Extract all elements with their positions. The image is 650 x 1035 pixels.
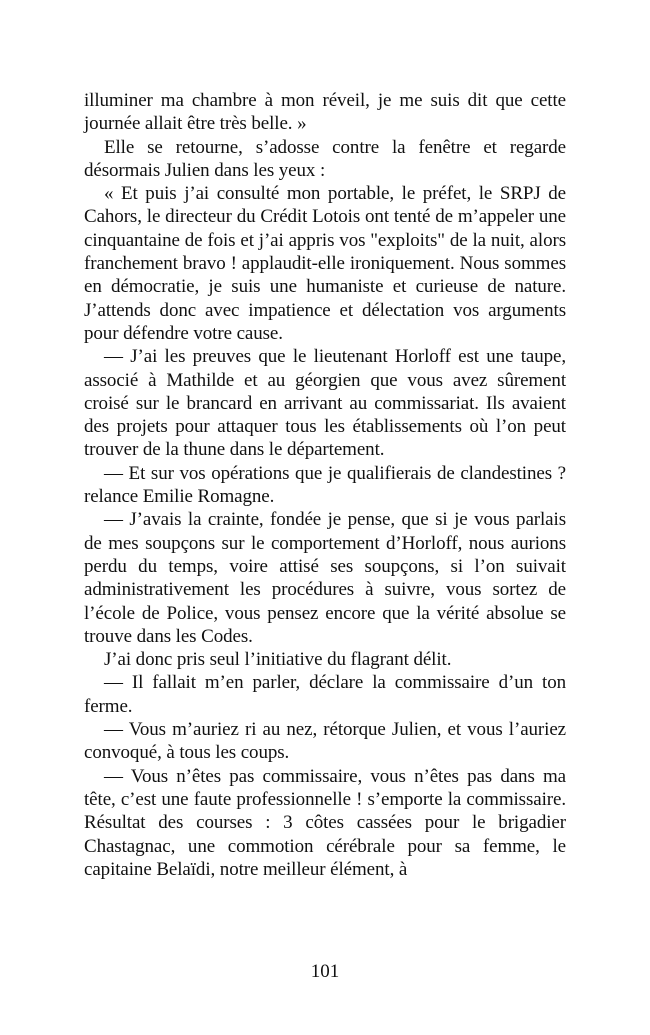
page-number: 101 xyxy=(310,961,340,982)
paragraph: — J’ai les preuves que le lieutenant Horloff est une taupe, associé à Mathilde et au géorgien que vous avez sûrement croisé sur le brancard en arrivant au commissariat. Ils avaient des projets pour attaquer tous les établissements où l’on peut trouver de la thune dans le département. xyxy=(84,346,566,461)
paragraph: — Vous m’auriez ri au nez, rétorque Julien, et vous l’auriez convoqué, à tous les coups. xyxy=(84,719,566,764)
paragraph: — Il fallait m’en parler, déclare la commissaire d’un ton ferme. xyxy=(84,672,566,717)
page-body xyxy=(84,89,566,881)
paragraph: — Vous n’êtes pas commissaire, vous n’êtes pas dans ma tête, c’est une faute professionnelle ! s’emporte la commissaire. Résultat des courses : 3 côtes cassées pour le brigadier Chastagnac, une commotion cérébrale pour sa femme, le capitaine Belaïdi, notre meilleur élément, à xyxy=(84,765,566,880)
paragraph: J’ai donc pris seul l’initiative du flagrant délit. xyxy=(104,649,452,671)
paragraph: — Et sur vos opérations que je qualifierais de clandestines ? relance Emilie Romagne. xyxy=(84,462,566,508)
paragraph: illuminer ma chambre à mon réveil, je me suis dit que cette journée allait être très belle. » xyxy=(84,90,566,135)
paragraph: « Et puis j’ai consulté mon portable, le préfet, le SRPJ de Cahors, le directeur du Crédit Lotois ont tenté de m’appeler une cinquantaine de fois et j’ai appris vos "exploits" de la nuit, alors franchement bravo ! applaudit-elle ironiquement. Nous sommes en démocratie, je suis une humaniste et curieuse de nature. J’attends donc avec impatience et délectation vos arguments pour défendre votre cause. xyxy=(84,183,566,344)
paragraph: — J’avais la crainte, fondée je pense, que si je vous parlais de mes soupçons sur le comportement d’Horloff, nous aurions perdu du temps, voire attisé ses soupçons, si l’on suivait administrativement les procédures à suivre, vous sortez de l’école de Police, vous pensez encore que la vérité absolue se trouve dans les Codes. xyxy=(84,509,566,647)
paragraph: Elle se retourne, s’adosse contre la fenêtre et regarde désormais Julien dans les yeux : xyxy=(84,136,566,181)
